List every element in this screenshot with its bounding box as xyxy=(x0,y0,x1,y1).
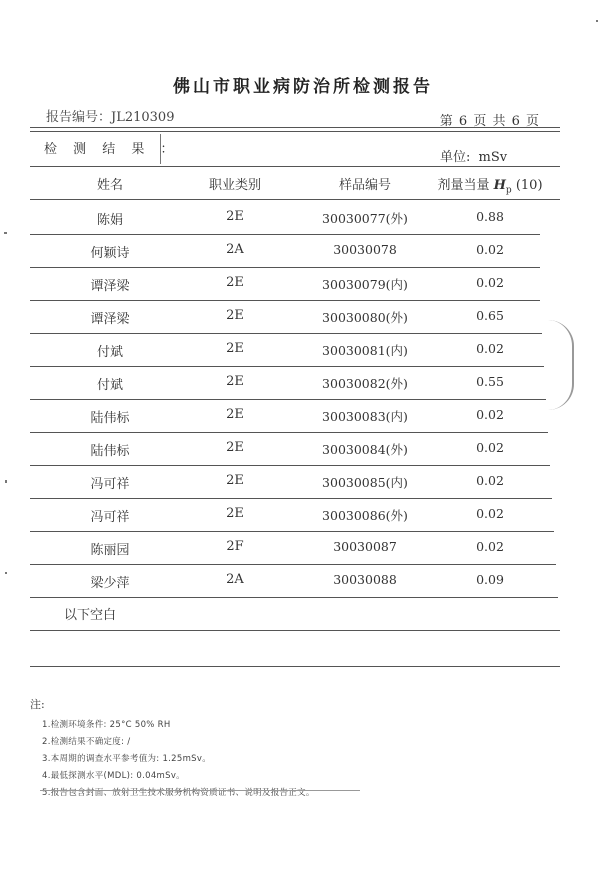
scan-mark xyxy=(4,232,7,234)
cell-category: 2E xyxy=(226,506,244,521)
column-header-dose xyxy=(420,174,560,196)
cell-sample: 30030086(外) xyxy=(322,508,408,523)
table-row xyxy=(30,498,560,531)
cell-dose: 0.02 xyxy=(476,275,504,290)
row-rule xyxy=(30,564,556,565)
row-rule xyxy=(30,267,540,268)
page-indicator: 第 6 页 共 6 页 xyxy=(439,114,540,129)
row-rule xyxy=(30,300,540,301)
cell-category: 2E xyxy=(226,374,244,389)
table-row xyxy=(30,432,560,465)
cell-sample: 30030087 xyxy=(333,539,397,554)
unit-value: mSv xyxy=(478,150,508,165)
cell-sample: 30030088 xyxy=(333,572,397,587)
table-row xyxy=(30,564,560,597)
row-rule xyxy=(30,333,542,334)
notes-title: 注: xyxy=(30,698,45,711)
table-header-rule xyxy=(30,199,560,200)
header-rule-second xyxy=(30,131,560,132)
scan-mark xyxy=(596,20,598,22)
cell-name: 梁少萍 xyxy=(90,576,130,591)
notes-section xyxy=(30,696,550,803)
header-rule xyxy=(30,127,560,128)
result-rule xyxy=(30,166,560,167)
table-row xyxy=(30,465,560,498)
report-number: 报告编号：JL210309 xyxy=(46,110,175,125)
table-row xyxy=(30,201,560,234)
cell-category: 2E xyxy=(226,473,244,488)
table-row xyxy=(30,531,560,564)
table-row xyxy=(30,234,560,267)
note-item: 1.检测环境条件: 25°C 50% RH xyxy=(42,720,171,730)
table-row xyxy=(30,267,560,300)
dose-suffix: (10) xyxy=(515,178,543,193)
cell-sample: 30030082(外) xyxy=(322,376,408,391)
cell-sample: 30030077(外) xyxy=(322,211,408,226)
cell-dose: 0.02 xyxy=(476,242,504,257)
row-rule xyxy=(30,234,540,235)
cell-category: 2E xyxy=(226,275,244,290)
cell-sample: 30030084(外) xyxy=(322,442,408,457)
cell-sample: 30030083(内) xyxy=(322,409,408,424)
unit-label xyxy=(440,146,507,165)
table-row xyxy=(30,366,560,399)
note-item: 4.最低探测水平(MDL): 0.04mSv。 xyxy=(42,771,185,781)
cell-dose: 0.09 xyxy=(476,572,504,587)
cell-dose: 0.02 xyxy=(476,506,504,521)
result-divider xyxy=(160,134,161,164)
cell-sample: 30030078 xyxy=(333,242,397,257)
cell-name: 陆伟标 xyxy=(90,411,130,426)
column-header-category: 职业类别 xyxy=(208,178,261,193)
cell-dose: 0.55 xyxy=(476,374,504,389)
cell-sample: 30030081(内) xyxy=(322,343,408,358)
cell-category: 2A xyxy=(226,242,244,257)
note-item: 3.本周期的调查水平参考值为: 1.25mSv。 xyxy=(42,754,212,764)
cell-name: 陈丽园 xyxy=(90,543,130,558)
cell-name: 陆伟标 xyxy=(90,444,130,459)
cell-name: 冯可祥 xyxy=(90,477,130,492)
cell-sample: 30030080(外) xyxy=(322,310,408,325)
dose-prefix: 剂量当量 xyxy=(437,178,490,193)
cell-sample: 30030085(内) xyxy=(322,475,408,490)
cell-category: 2E xyxy=(226,209,244,224)
cell-name: 谭泽梁 xyxy=(90,312,130,327)
blank-rule xyxy=(30,630,560,631)
cell-name: 冯可祥 xyxy=(90,510,130,525)
row-rule xyxy=(30,399,546,400)
result-label: 检 测 结 果 ： xyxy=(44,142,180,157)
cell-name: 陈娟 xyxy=(96,213,123,228)
table-bottom-rule xyxy=(30,666,560,667)
table-row xyxy=(30,333,560,366)
cell-dose: 0.02 xyxy=(476,407,504,422)
cell-dose: 0.02 xyxy=(476,440,504,455)
cell-name: 谭泽梁 xyxy=(90,279,130,294)
scan-mark xyxy=(5,572,7,574)
cell-sample: 30030079(内) xyxy=(322,277,408,292)
cell-category: 2E xyxy=(226,440,244,455)
column-header-sample: 样品编号 xyxy=(338,178,391,193)
cell-name: 付斌 xyxy=(96,378,123,393)
table-row xyxy=(30,399,560,432)
scan-mark xyxy=(5,480,7,483)
note-item: 5.报告包含封面、放射卫生技术服务机构资质证书、说明及报告正文。 xyxy=(42,788,315,798)
dose-subscript: p xyxy=(505,185,512,196)
cell-dose: 0.65 xyxy=(476,308,504,323)
unit-caption: 单位: xyxy=(440,150,471,165)
dose-symbol: H xyxy=(493,178,506,193)
row-rule xyxy=(30,465,550,466)
scan-arc-mark xyxy=(548,320,574,410)
note-item: 2.检测结果不确定度: / xyxy=(42,737,131,747)
cell-category: 2E xyxy=(226,308,244,323)
report-title: 佛山市职业病防治所检测报告 xyxy=(173,77,433,97)
cell-name: 何颖诗 xyxy=(90,246,130,261)
row-rule xyxy=(30,531,554,532)
cell-name: 付斌 xyxy=(96,345,123,360)
row-rule xyxy=(30,366,544,367)
cell-category: 2E xyxy=(226,407,244,422)
cell-category: 2F xyxy=(226,539,244,554)
cell-category: 2A xyxy=(226,572,244,587)
cell-dose: 0.02 xyxy=(476,341,504,356)
column-header-name: 姓名 xyxy=(96,178,123,193)
cell-category: 2E xyxy=(226,341,244,356)
table-header xyxy=(30,174,560,198)
table-row xyxy=(30,300,560,333)
row-rule xyxy=(30,597,558,598)
row-rule xyxy=(30,498,552,499)
blank-below-note: 以下空白 xyxy=(64,608,117,623)
notes-underline xyxy=(40,790,360,791)
cell-dose: 0.88 xyxy=(476,209,504,224)
row-rule xyxy=(30,432,548,433)
cell-dose: 0.02 xyxy=(476,539,504,554)
cell-dose: 0.02 xyxy=(476,473,504,488)
